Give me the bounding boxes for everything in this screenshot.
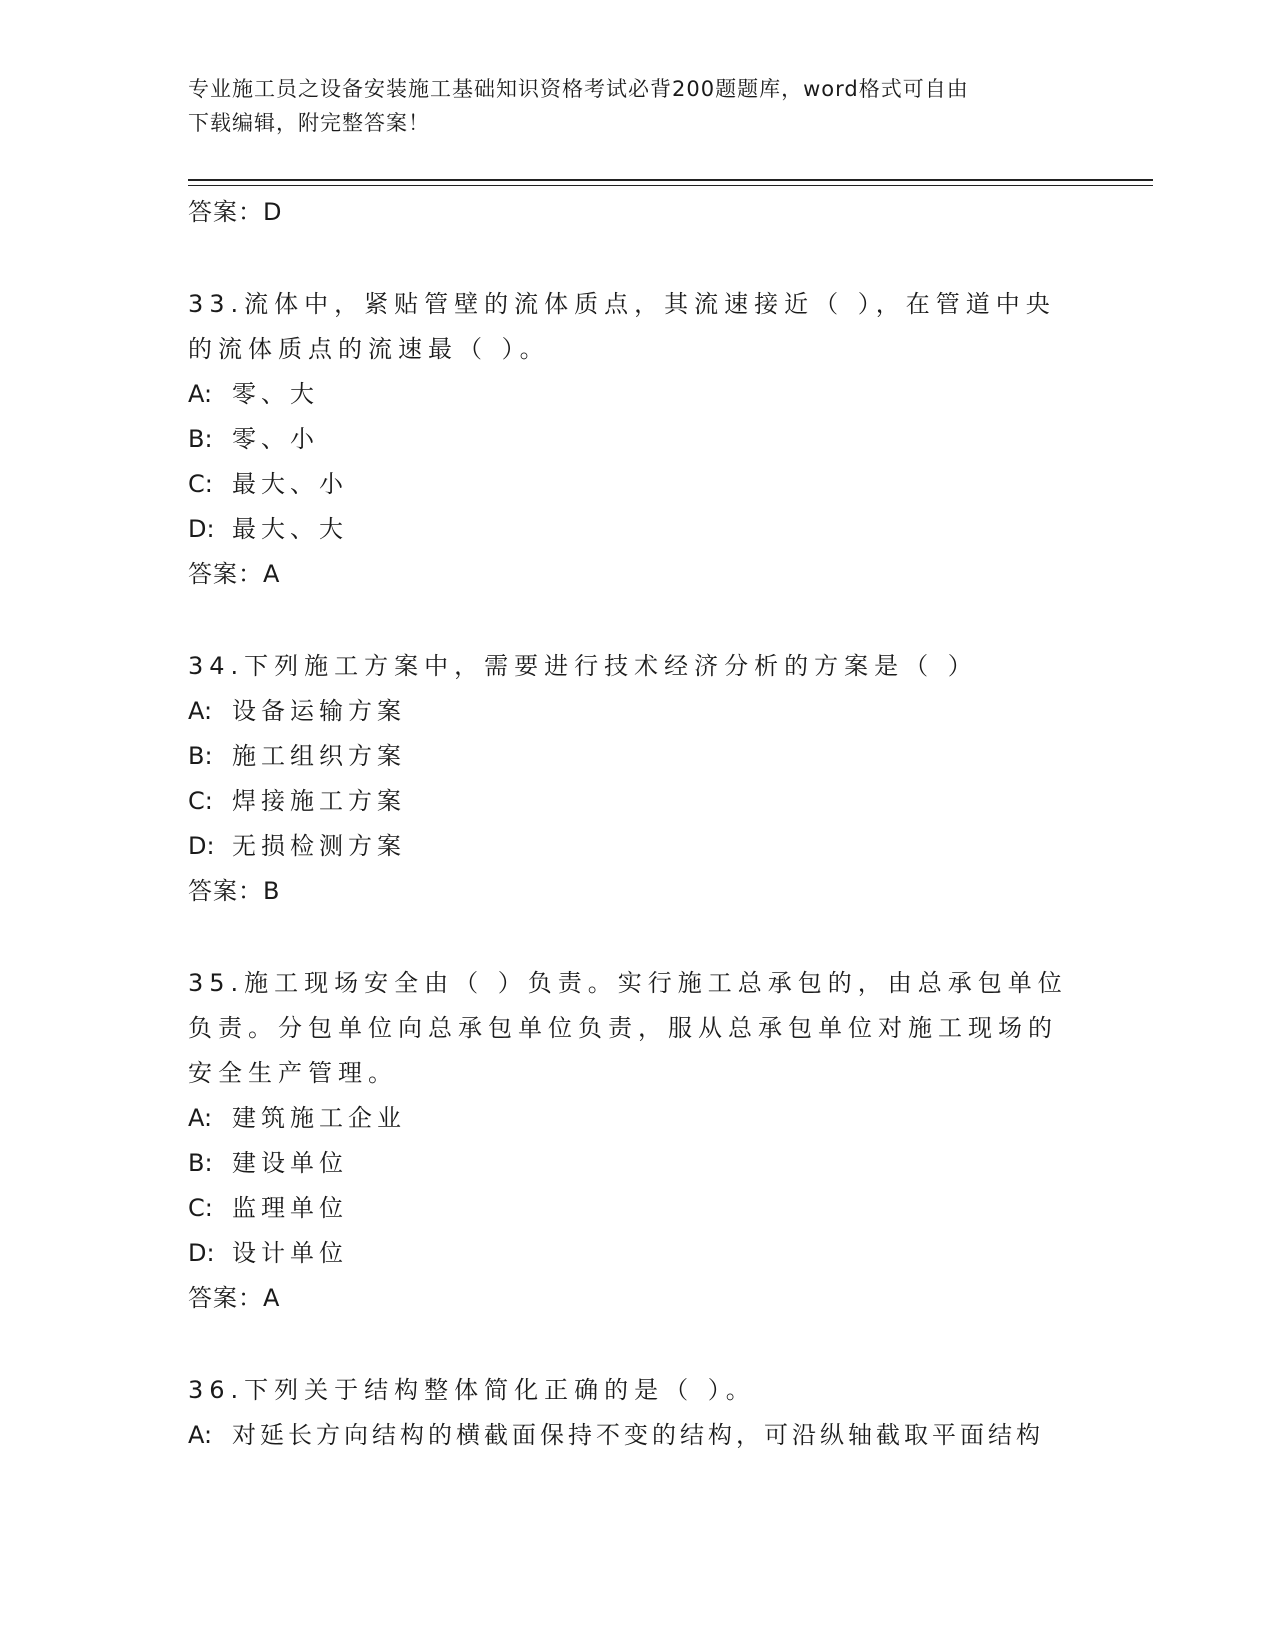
- option-text: 对延长方向结构的横截面保持不变的结构，可沿纵轴截取平面结构: [232, 1421, 1044, 1449]
- option-letter: C:: [188, 1194, 213, 1222]
- option-letter: A:: [188, 697, 213, 725]
- option-letter: C:: [188, 787, 213, 815]
- option-letter: B:: [188, 1149, 213, 1177]
- option-text: 最大、小: [232, 470, 348, 498]
- option-text: 设计单位: [232, 1239, 348, 1267]
- option-a: [188, 689, 1068, 734]
- option-letter: A:: [188, 380, 213, 408]
- option-text: 零、大: [232, 380, 319, 408]
- option-a: [188, 372, 1068, 417]
- option-b: [188, 417, 1068, 462]
- spacer: [188, 597, 1068, 644]
- option-text: 建筑施工企业: [232, 1104, 406, 1132]
- option-c: [188, 462, 1068, 507]
- header-divider-thick: [188, 179, 1153, 181]
- option-c: [188, 779, 1068, 824]
- option-letter: B:: [188, 742, 213, 770]
- question-stem: 33.流体中，紧贴管壁的流体质点，其流速接近（ ），在管道中央的流体质点的流速最（ ）。: [188, 290, 1056, 363]
- question-stem: 36.下列关于结构整体简化正确的是（ ）。: [188, 1376, 756, 1404]
- option-letter: A:: [188, 1421, 213, 1449]
- option-letter: D:: [188, 515, 215, 543]
- question-34: [188, 644, 1068, 914]
- question-36: [188, 1368, 1068, 1458]
- question-stem: 35.施工现场安全由（ ）负责。实行施工总承包的，由总承包单位负责。分包单位向总承包单位负责，服从总承包单位对施工现场的安全生产管理。: [188, 969, 1068, 1087]
- option-letter: B:: [188, 425, 213, 453]
- question-35: [188, 961, 1068, 1321]
- page-header: [188, 72, 1068, 140]
- option-text: 监理单位: [232, 1194, 348, 1222]
- option-text: 建设单位: [232, 1149, 348, 1177]
- option-letter: A:: [188, 1104, 213, 1132]
- answer: 答案：A: [188, 1284, 281, 1312]
- option-b: [188, 734, 1068, 779]
- option-text: 最大、大: [232, 515, 348, 543]
- option-text: 施工组织方案: [232, 742, 406, 770]
- option-text: 零、小: [232, 425, 319, 453]
- answer-q32: 答案：D: [188, 198, 283, 226]
- spacer: [188, 235, 1068, 282]
- question-33: [188, 282, 1068, 597]
- option-b: [188, 1141, 1068, 1186]
- option-letter: D:: [188, 1239, 215, 1267]
- question-list: [188, 190, 1068, 1458]
- answer: 答案：B: [188, 877, 281, 905]
- option-d: [188, 824, 1068, 869]
- option-d: [188, 507, 1068, 552]
- option-letter: C:: [188, 470, 213, 498]
- question-stem: 34.下列施工方案中，需要进行技术经济分析的方案是（ ）: [188, 652, 978, 680]
- option-text: 设备运输方案: [232, 697, 406, 725]
- option-letter: D:: [188, 832, 215, 860]
- option-text: 无损检测方案: [232, 832, 406, 860]
- option-d: [188, 1231, 1068, 1276]
- option-text: 焊接施工方案: [232, 787, 406, 815]
- spacer: [188, 1321, 1068, 1368]
- answer: 答案：A: [188, 560, 281, 588]
- spacer: [188, 914, 1068, 961]
- header-title-line2: 下载编辑，附完整答案！: [188, 111, 430, 135]
- option-a: [188, 1413, 1068, 1458]
- option-a: [188, 1096, 1068, 1141]
- header-title-line1: 专业施工员之设备安装施工基础知识资格考试必背200题题库，word格式可自由: [188, 77, 969, 101]
- header-divider-thin: [188, 185, 1153, 186]
- option-c: [188, 1186, 1068, 1231]
